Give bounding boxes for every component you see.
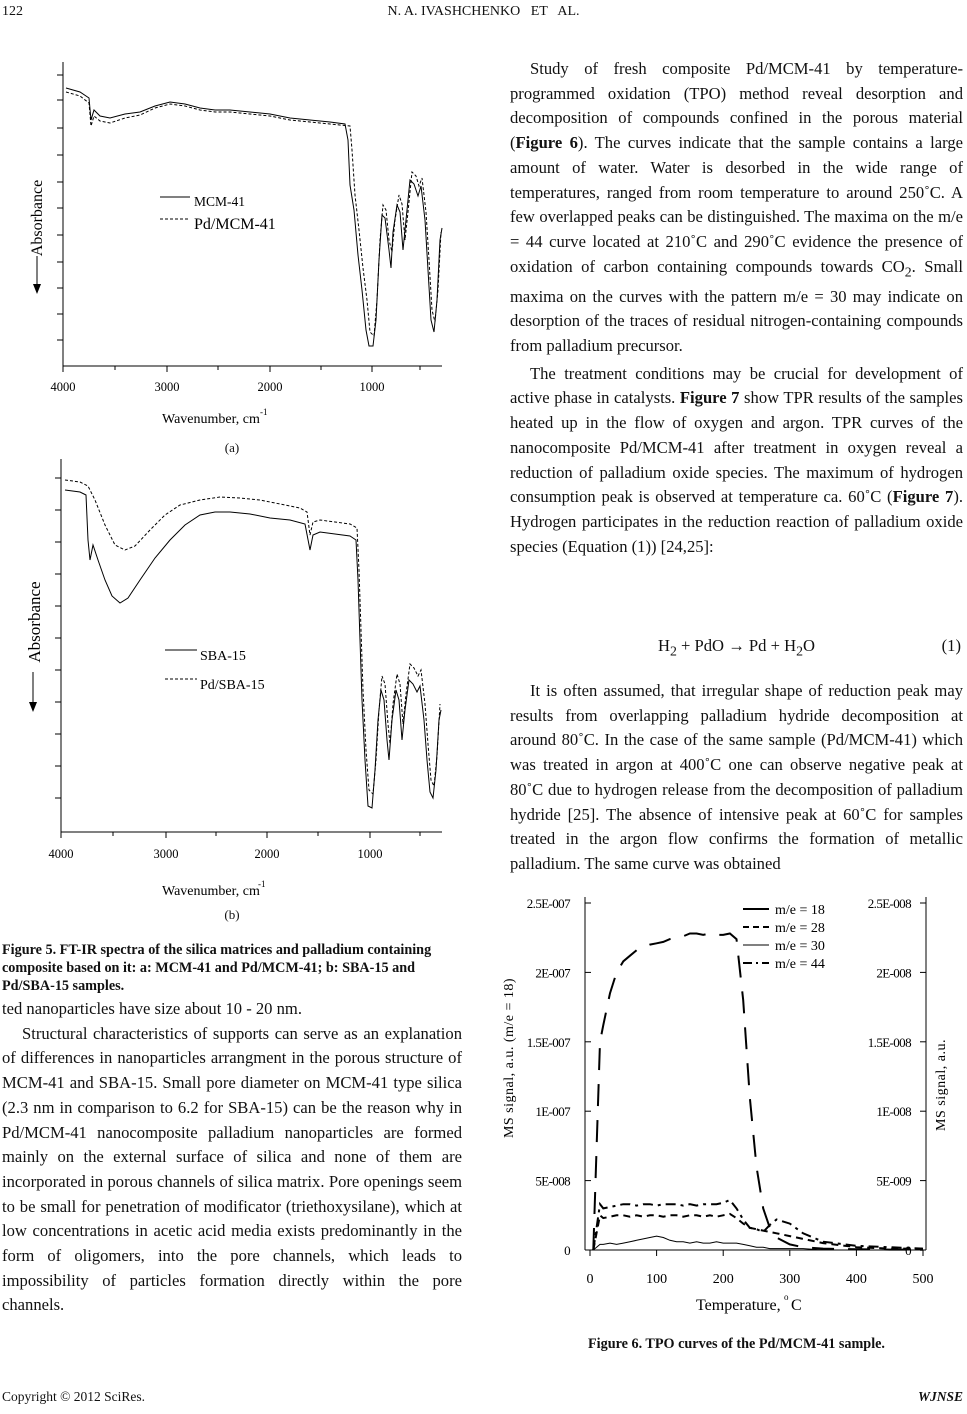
right-paragraph-3: It is often assumed, that irregular shape of reduction peak may results from overlapping palladium hydride decomposition at around 80˚C. In the case of the same sample (Pd/MCM-41) which was treated in argon at 400˚C one can observe negative peak at 80˚C due to hydrogen release from the decomposition of palladium hydride [25]. The absence of intensive peak at 60˚C for samples treated in the argon flow confirms the formation of metallic palladium. The same curve was obtained: [510, 681, 963, 873]
fig5b-curve-sba15: [65, 490, 441, 808]
fig6-y-left-tick-label: 2E-007: [535, 965, 570, 981]
fig5a-x-tick-1000: 1000: [359, 380, 385, 394]
fig5b-panel-label: (b): [224, 907, 240, 922]
fig5b-curve-pd-sba15: [65, 480, 440, 794]
fig6-y-left-tick-label: 0: [564, 1243, 570, 1258]
fig6-x-label-unit: C: [791, 1297, 802, 1314]
fig5a-x-label: Wavenumber, cm: [162, 412, 260, 427]
page-number: 122: [2, 4, 23, 19]
fig6-x-tick-label: 400: [845, 1272, 867, 1287]
fig5a-curve-pd-mcm41: [66, 92, 441, 336]
fig5b-x-tick-1000: 1000: [357, 847, 383, 861]
fig6-x-tick-label: 500: [912, 1272, 934, 1287]
fig6-y-right-tick-label: 0: [905, 1243, 911, 1258]
figure-6-chart: [496, 885, 966, 1325]
right-column-text-top: [510, 57, 963, 559]
fig5a-legend-label-2: Pd/MCM-41: [194, 216, 276, 233]
fig6-y-right-tick-label: 2.5E-008: [867, 896, 911, 911]
fig5a-y-arrow: [33, 256, 41, 294]
equation-number: (1): [941, 636, 961, 655]
figure-5b: [20, 455, 460, 905]
fig6-y-right-tick-label: 1.5E-008: [867, 1034, 911, 1050]
fig5a-y-label: Absorbance: [29, 179, 46, 257]
fig6-x-tick-label: 100: [646, 1272, 668, 1287]
fig6-legend-label-28: m/e = 28: [775, 921, 825, 936]
running-title: N. A. IVASHCHENKO ET AL.: [387, 4, 580, 19]
fig6-y-right-tick-label: 1E-008: [876, 1104, 911, 1120]
fig6-y-left-tick-label: 1E-007: [535, 1104, 570, 1120]
figure-7-ref-1: Figure 7: [679, 388, 740, 408]
figure-5a: [20, 48, 460, 427]
fig6-x-label-deg: o: [784, 1292, 789, 1302]
fig5b-axes: [55, 459, 442, 838]
fig6-y-left-label: MS signal, a.u. (m/e = 18): [502, 977, 517, 1139]
fig6-series-line: [593, 1214, 923, 1250]
fig5b-x-tick-3000: 3000: [153, 847, 179, 861]
fig5a-x-tick-3000: 3000: [154, 380, 180, 394]
fig6-y-left-tick-label: 2.5E-007: [526, 896, 570, 911]
fig5a-x-label-sup: -1: [260, 407, 268, 417]
fig6-y-right-tick-label: 2E-008: [876, 965, 911, 981]
fig6-x-tick-label: 200: [712, 1272, 734, 1287]
right-column-text-bottom: [510, 679, 963, 877]
fig5b-legend-label-2: Pd/SBA-15: [200, 678, 265, 693]
fig6-y-right-label: MS signal, a.u.: [934, 1039, 949, 1131]
fig5b-legend-label-1: SBA-15: [200, 649, 246, 664]
figure-6-caption: Figure 6. TPO curves of the Pd/MCM-41 sample.: [588, 1336, 885, 1352]
fig6-series-line: [593, 1200, 923, 1250]
fig6-legend-label-44: m/e = 44: [775, 957, 825, 972]
right-paragraph-1: Study of fresh composite Pd/MCM-41 by temperature-programmed oxidation (TPO) method reveal desorption and decomposition of compounds confined in the porous material (Figure 6). The curves indicate that the sample contains a large amount of water. Water is desorbed in the wide range of temperatures, ranged from room temperature to around 250˚C. A few overlapped peaks can be distinguished. The maxima on the m/e = 44 curve located at 210˚C and 290˚C evidence the presence of oxidation of carbon containing compounds towards $CO_2$. Small maxima on the curves with the pattern m/e = 30 may indicate on desorption of the traces of residual nitrogen-containing compounds from palladium precursor.: [510, 59, 963, 356]
fig6-y-left-tick-label: 1.5E-007: [526, 1034, 570, 1050]
left-paragraph-2: Structural characteristics of supports can serve as an explanation of differences in nanoparticles arrangment in the porous structure of MCM-41 and SBA-15. Small pore diameter on MCM-41 type silica (2.3 nm in comparison to 6.2 for SBA-15) can be the reason why in Pd/MCM-41 nanocomposite palladium nanoparticles are formed mainly on the external surface of silica and none of them are incorporated in porous channels of silica matrix. Pore openings seem to be small for penetration of modificator (triethoxysilane), which at low concentrations in acetic acid media exists predominantly in the form of oligomers, into the pore channels, which leads to impossibility of particles formation directly within the pore channels.: [2, 1023, 462, 1315]
fig6-y-right-tick-label: 5E-009: [876, 1173, 911, 1189]
figure-6-ref: Figure 6: [515, 133, 578, 153]
fig5b-y-label: Absorbance: [25, 581, 44, 663]
fig5b-y-arrow: [29, 672, 37, 712]
fig6-y-left-tick-label: 5E-008: [535, 1173, 570, 1189]
fig6-series-line: [593, 934, 923, 1251]
fig6-series: [593, 934, 923, 1251]
fig6-ticks: [527, 896, 934, 1287]
fig5a-panel-label: (a): [224, 440, 240, 455]
fig5b-x-label: Wavenumber, cm: [162, 884, 260, 899]
fig5a-x-tick-4000: 4000: [50, 380, 76, 394]
fig6-x-tick-label: 300: [779, 1272, 801, 1287]
fig6-legend: [743, 903, 825, 972]
equation-1: $H_2$ + PdO → $Pd + H_2O$ (1): [657, 636, 961, 659]
footer-copyright: Copyright © 2012 SciRes.: [2, 1389, 146, 1404]
left-column-text: [2, 997, 462, 1318]
fig5b-x-label-sup: -1: [258, 879, 266, 889]
fig6-x-label: Temperature,: [696, 1297, 781, 1314]
fig6-x-tick-label: 0: [586, 1272, 594, 1287]
footer-journal: WJNSE: [917, 1389, 963, 1404]
fig5b-x-tick-4000: 4000: [48, 847, 74, 861]
right-paragraph-2: The treatment conditions may be crucial for development of active phase in catalysts. Figure 7 show TPR results of the samples heated up in the flow of oxygen and argon. TPR curves of the nanocomposite Pd/MCM-41 after treatment in oxygen reveal a reduction of palladium oxide species. The maximum of hydrogen consumption peak is observed at temperature ca. 60˚C (Figure 7). Hydrogen participates in the reduction reaction of palladium oxide species (Equation (1)) [24,25]:: [510, 363, 964, 556]
figure-7-ref-2: Figure 7: [892, 487, 954, 507]
figure-5-caption: Figure 5. FT-IR spectra of the silica matrices and palladium containing composite based on it: a: MCM-41 and Pd/MCM-41; b: SBA-15 and Pd/SBA-15 samples.: [2, 942, 432, 994]
fig5a-x-tick-2000: 2000: [257, 380, 283, 394]
fig5a-legend-label-1: MCM-41: [194, 194, 246, 209]
fig5b-x-tick-2000: 2000: [254, 847, 280, 861]
fig6-legend-label-30: m/e = 30: [775, 939, 825, 954]
fig6-legend-label-18: m/e = 18: [775, 903, 825, 918]
left-paragraph-1: ted nanoparticles have size about 10 - 20 nm.: [2, 999, 302, 1018]
